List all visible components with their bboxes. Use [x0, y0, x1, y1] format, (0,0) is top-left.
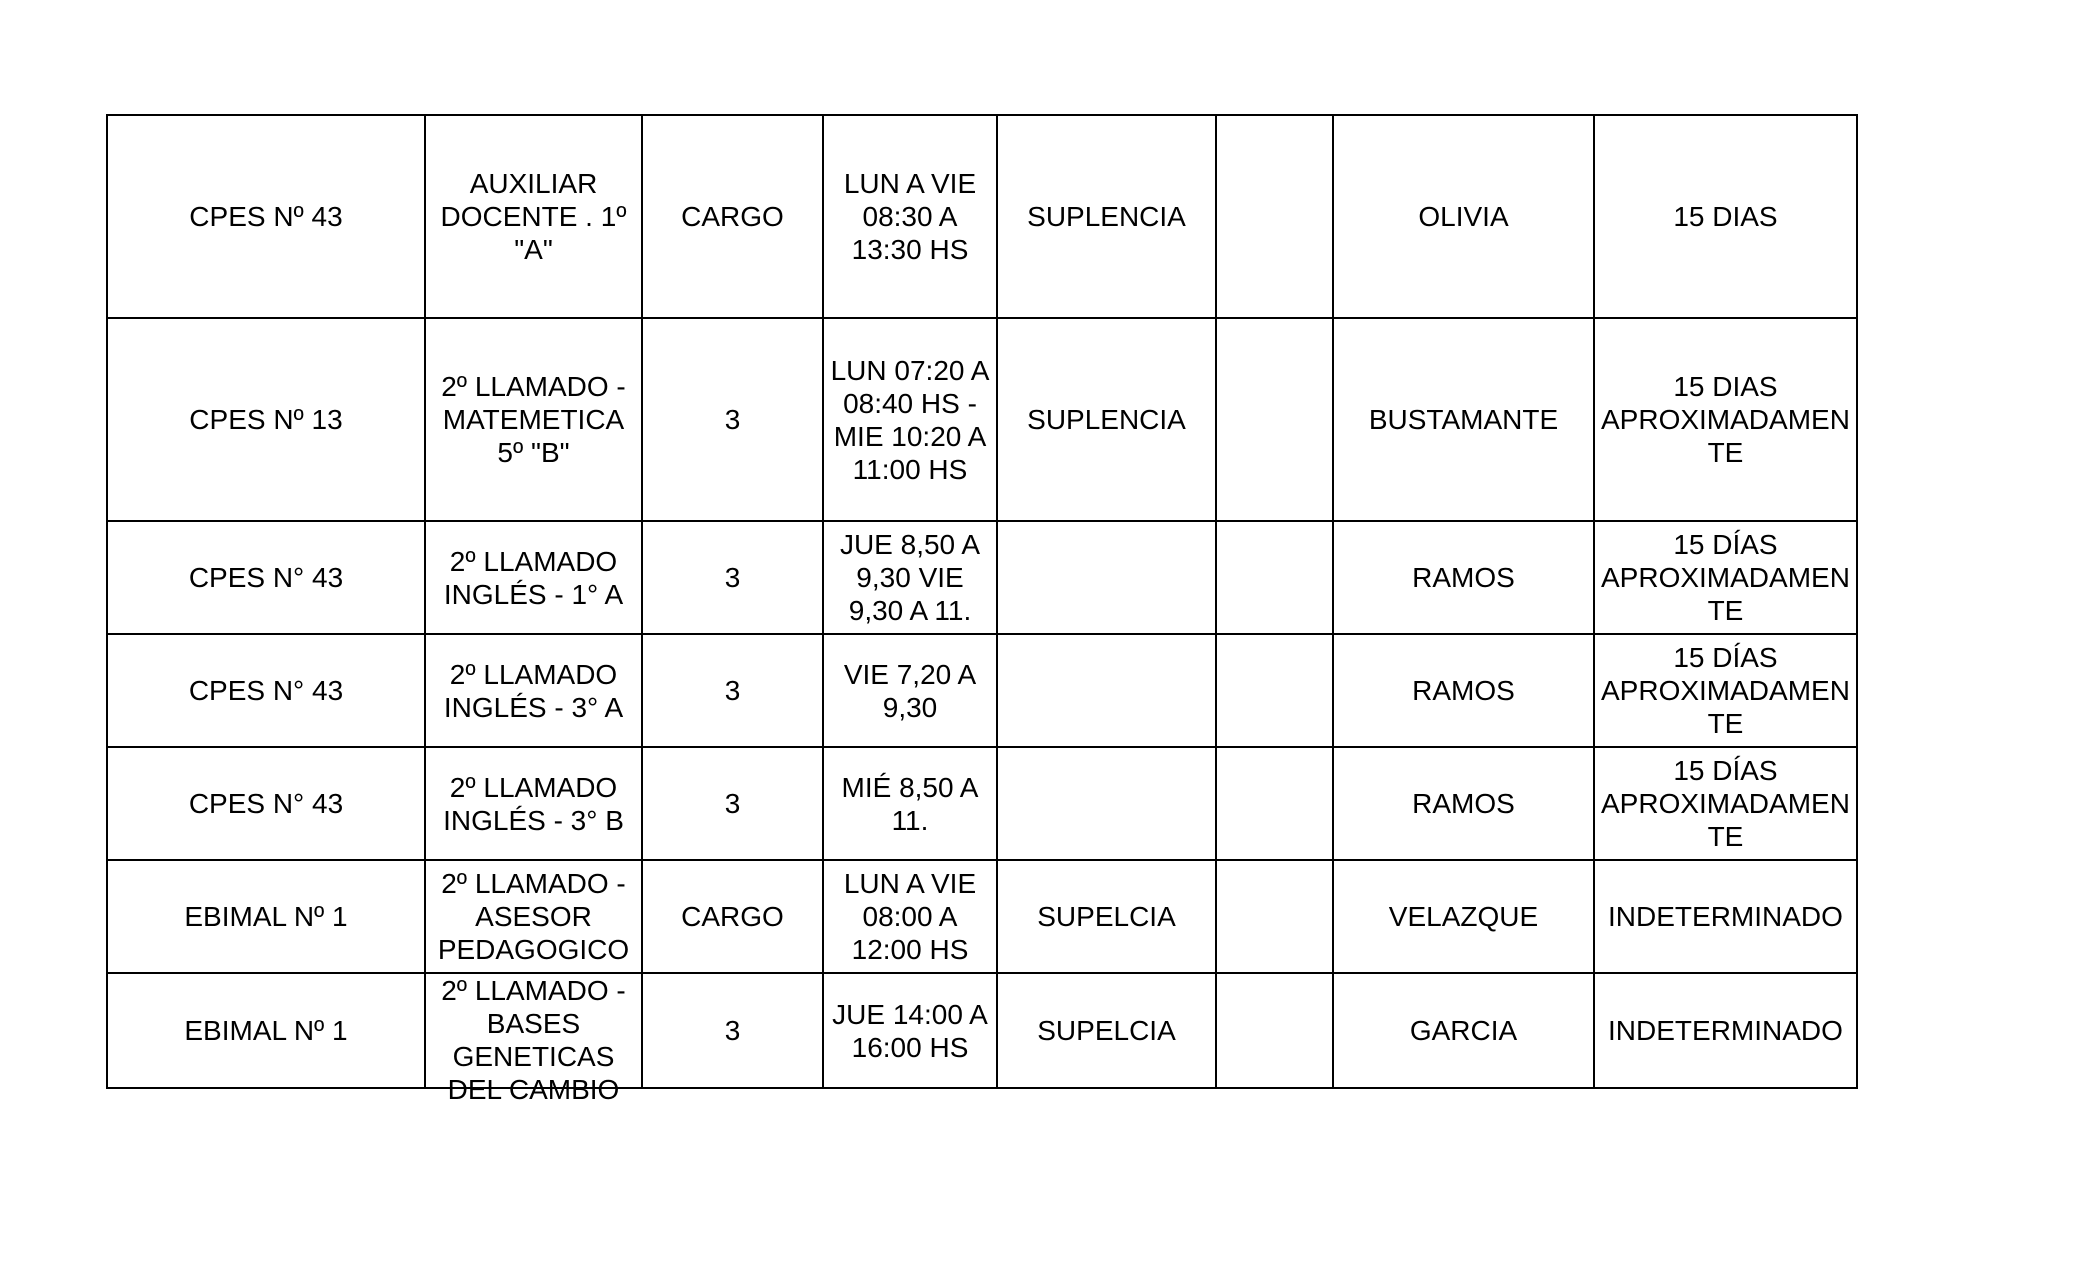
schedule-cell: LUN A VIE 08:30 A 13:30 HS [823, 115, 997, 318]
schedule-cell: VIE 7,20 A 9,30 [823, 634, 997, 747]
school-cell: CPES N° 43 [107, 747, 425, 860]
type-cell: SUPELCIA [997, 973, 1216, 1088]
hours-cell: 3 [642, 318, 823, 521]
name-cell: OLIVIA [1333, 115, 1594, 318]
subject-cell: 2º LLAMADO INGLÉS - 3° A [425, 634, 642, 747]
extra-cell [1216, 318, 1333, 521]
extra-cell [1216, 973, 1333, 1088]
hours-cell: CARGO [642, 860, 823, 973]
name-cell: GARCIA [1333, 973, 1594, 1088]
subject-cell: 2º LLAMADO - ASESOR PEDAGOGICO [425, 860, 642, 973]
hours-cell: 3 [642, 973, 823, 1088]
hours-cell: 3 [642, 634, 823, 747]
school-cell: EBIMAL Nº 1 [107, 860, 425, 973]
table-row [107, 747, 1857, 860]
subject-cell: 2º LLAMADO - BASES GENETICAS DEL CAMBIO [425, 973, 642, 1088]
table-row [107, 521, 1857, 634]
hours-cell: CARGO [642, 115, 823, 318]
duration-cell: INDETERMINADO [1594, 973, 1857, 1088]
hours-cell: 3 [642, 747, 823, 860]
name-cell: RAMOS [1333, 634, 1594, 747]
table-row [107, 318, 1857, 521]
extra-cell [1216, 747, 1333, 860]
extra-cell [1216, 860, 1333, 973]
vacancy-table [106, 114, 1858, 1105]
table-row [107, 115, 1857, 318]
subject-cell: 2º LLAMADO INGLÉS - 3° B [425, 747, 642, 860]
duration-cell: 15 DIAS APROXIMADAMEN TE [1594, 318, 1857, 521]
extra-cell [1216, 634, 1333, 747]
type-cell [997, 747, 1216, 860]
schedule-cell: JUE 14:00 A 16:00 HS [823, 973, 997, 1088]
schedule-cell: LUN A VIE 08:00 A 12:00 HS [823, 860, 997, 973]
duration-cell: 15 DÍAS APROXIMADAMEN TE [1594, 634, 1857, 747]
type-cell [997, 634, 1216, 747]
name-cell: VELAZQUE [1333, 860, 1594, 973]
school-cell: EBIMAL Nº 1 [107, 973, 425, 1088]
duration-cell: INDETERMINADO [1594, 860, 1857, 973]
schedule-cell: MIÉ 8,50 A 11. [823, 747, 997, 860]
subject-cell: AUXILIAR DOCENTE . 1º "A" [425, 115, 642, 318]
school-cell: CPES Nº 13 [107, 318, 425, 521]
hours-cell: 3 [642, 521, 823, 634]
schedule-cell: LUN 07:20 A 08:40 HS - MIE 10:20 A 11:00 HS [823, 318, 997, 521]
school-cell: CPES N° 43 [107, 634, 425, 747]
type-cell: SUPLENCIA [997, 115, 1216, 318]
name-cell: RAMOS [1333, 521, 1594, 634]
extra-cell [1216, 521, 1333, 634]
schedule-cell: JUE 8,50 A 9,30 VIE 9,30 A 11. [823, 521, 997, 634]
table-row [107, 634, 1857, 747]
table-row [107, 973, 1857, 1088]
name-cell: RAMOS [1333, 747, 1594, 860]
subject-cell: 2º LLAMADO - MATEMETICA 5º "B" [425, 318, 642, 521]
type-cell: SUPLENCIA [997, 318, 1216, 521]
school-cell: CPES N° 43 [107, 521, 425, 634]
subject-cell: 2º LLAMADO INGLÉS - 1° A [425, 521, 642, 634]
name-cell: BUSTAMANTE [1333, 318, 1594, 521]
table-row [107, 860, 1857, 973]
type-cell: SUPELCIA [997, 860, 1216, 973]
duration-cell: 15 DÍAS APROXIMADAMEN TE [1594, 747, 1857, 860]
extra-cell [1216, 115, 1333, 318]
duration-cell: 15 DÍAS APROXIMADAMEN TE [1594, 521, 1857, 634]
type-cell [997, 521, 1216, 634]
school-cell: CPES Nº 43 [107, 115, 425, 318]
duration-cell: 15 DIAS [1594, 115, 1857, 318]
